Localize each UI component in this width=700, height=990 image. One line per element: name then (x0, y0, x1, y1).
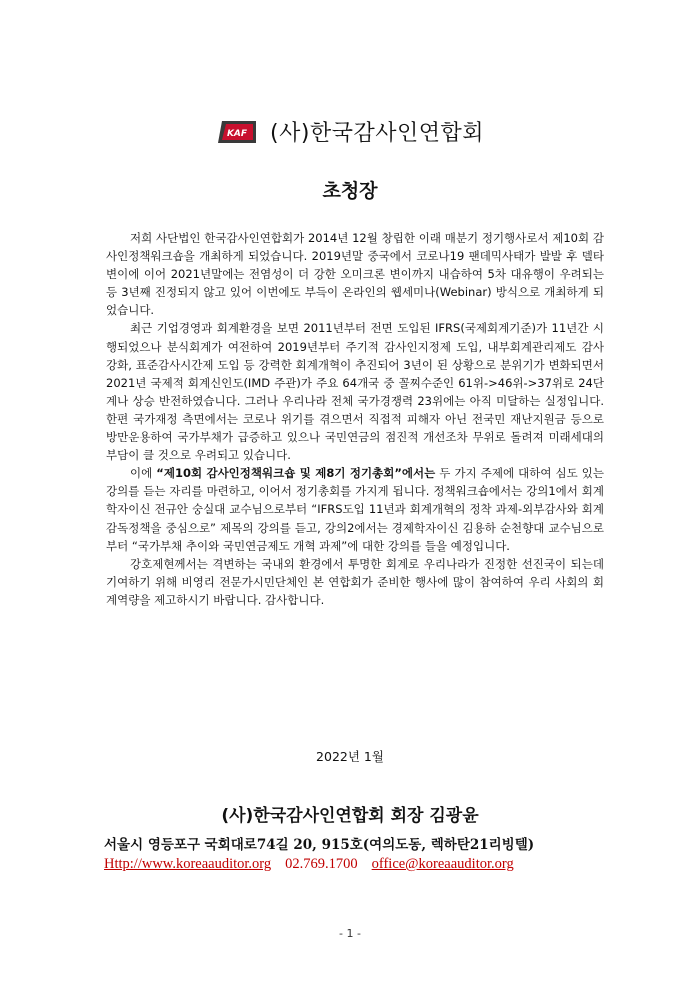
page-number: - 1 - (339, 927, 361, 940)
paragraph-background: 최근 기업경영과 회계환경을 보면 2011년부터 전면 도입된 IFRS(국제회계기준)가 11년간 시행되었으나 분식회계가 여전하여 2019년부터 주기적 감사인지정제 도입, 내부회계관리제도 감사 강화, 표준감사시간제 도입 등 강력한 회계개혁이 추진되어 3년이 된 상황으로 분위기가 변화되면서 2021년 국제적 회계신인도(IMD 주관)가 주요 64개국 중 꼴찌수준인 61위->46위->37위로 24단계나 상승 반전하였습니다. 그러나 우리나라 전체 국가경쟁력 23위에는 아직 미달하는 실정입니다. 한편 국가재정 측면에서는 코로나 위기를 겪으면서 직접적 피해자 아닌 전국민 재난지원금 등으로 방만운용하여 국가부채가 급증하고 있으나 국민연금의 점진적 개선조차 무위로 돌려져 미래세대의 부담이 클 것으로 우려되고 있습니다. (106, 321, 604, 463)
address: 서울시 영등포구 국회대로74길 20, 915호(여의도동, 렉하탄21리빙텔) (104, 837, 535, 853)
program-details: 두 가지 주제에 대하여 심도 있는 강의를 듣는 자리를 마련하고, 이어서 정기총회를 가지게 됩니다. 정책워크숍에서는 강의1에서 회계학자이신 전규안 숭실대 교수님으로부터 “IFRS도입 11년과 회계개혁의 정착 과제-외부감사와 회계감독정책을 중심으로” 제목의 강의를 듣고, 강의2에서는 경제학자이신 김용하 순천향대 교수님으로부터 “국가부채 추이와 국민연금제도 개혁 과제”에 대한 강의를 들을 예정입니다. (106, 466, 604, 553)
contact-info (104, 856, 604, 873)
email-link[interactable]: office@koreaauditor.org (371, 856, 514, 872)
kaf-logo (216, 119, 260, 145)
phone-number: 02.769.1700 (285, 856, 358, 872)
signature: (사)한국감사인연합회 회장 김광윤 (221, 806, 479, 826)
paragraph-closing: 강호제현께서는 격변하는 국내외 환경에서 투명한 회계로 우리나라가 진정한 선진국이 되는데 기여하기 위해 비영리 전문가시민단체인 본 연합회가 준비한 행사에 많이 참여하여 우리 사회의 회계역량을 제고하시기 바랍니다. 감사합니다. (106, 556, 604, 607)
letterhead (0, 116, 700, 147)
letter-body (106, 229, 604, 609)
logo-text: KAF (226, 128, 248, 139)
paragraph-program (106, 464, 604, 554)
website-link[interactable]: Http://www.koreaauditor.org (104, 856, 272, 872)
org-name: (사)한국감사인연합회 (270, 121, 484, 146)
program-prefix: 이에 (130, 466, 157, 481)
page-title: 초청장 (322, 180, 378, 202)
event-name: “제10회 감사인정책워크숍 및 제8기 정기총회”에서는 (156, 466, 436, 481)
paragraph-intro: 저희 사단법인 한국감사인연합회가 2014년 12월 창립한 이래 매분기 정기행사로서 제10회 감사인정책워크숍을 개최하게 되었습니다. 2019년말 중국에서 코로나19 팬데믹사태가 발발 후 델타 변이에 이어 2021년말에는 전염성이 더 강한 오미크론 변이까지 내습하여 5차 대유행이 우려되는 등 3년째 진정되지 않고 있어 이번에도 부득이 온라인의 웹세미나(Webinar) 방식으로 개최하게 되었습니다. (106, 231, 604, 318)
letter-date: 2022년 1월 (316, 749, 384, 764)
